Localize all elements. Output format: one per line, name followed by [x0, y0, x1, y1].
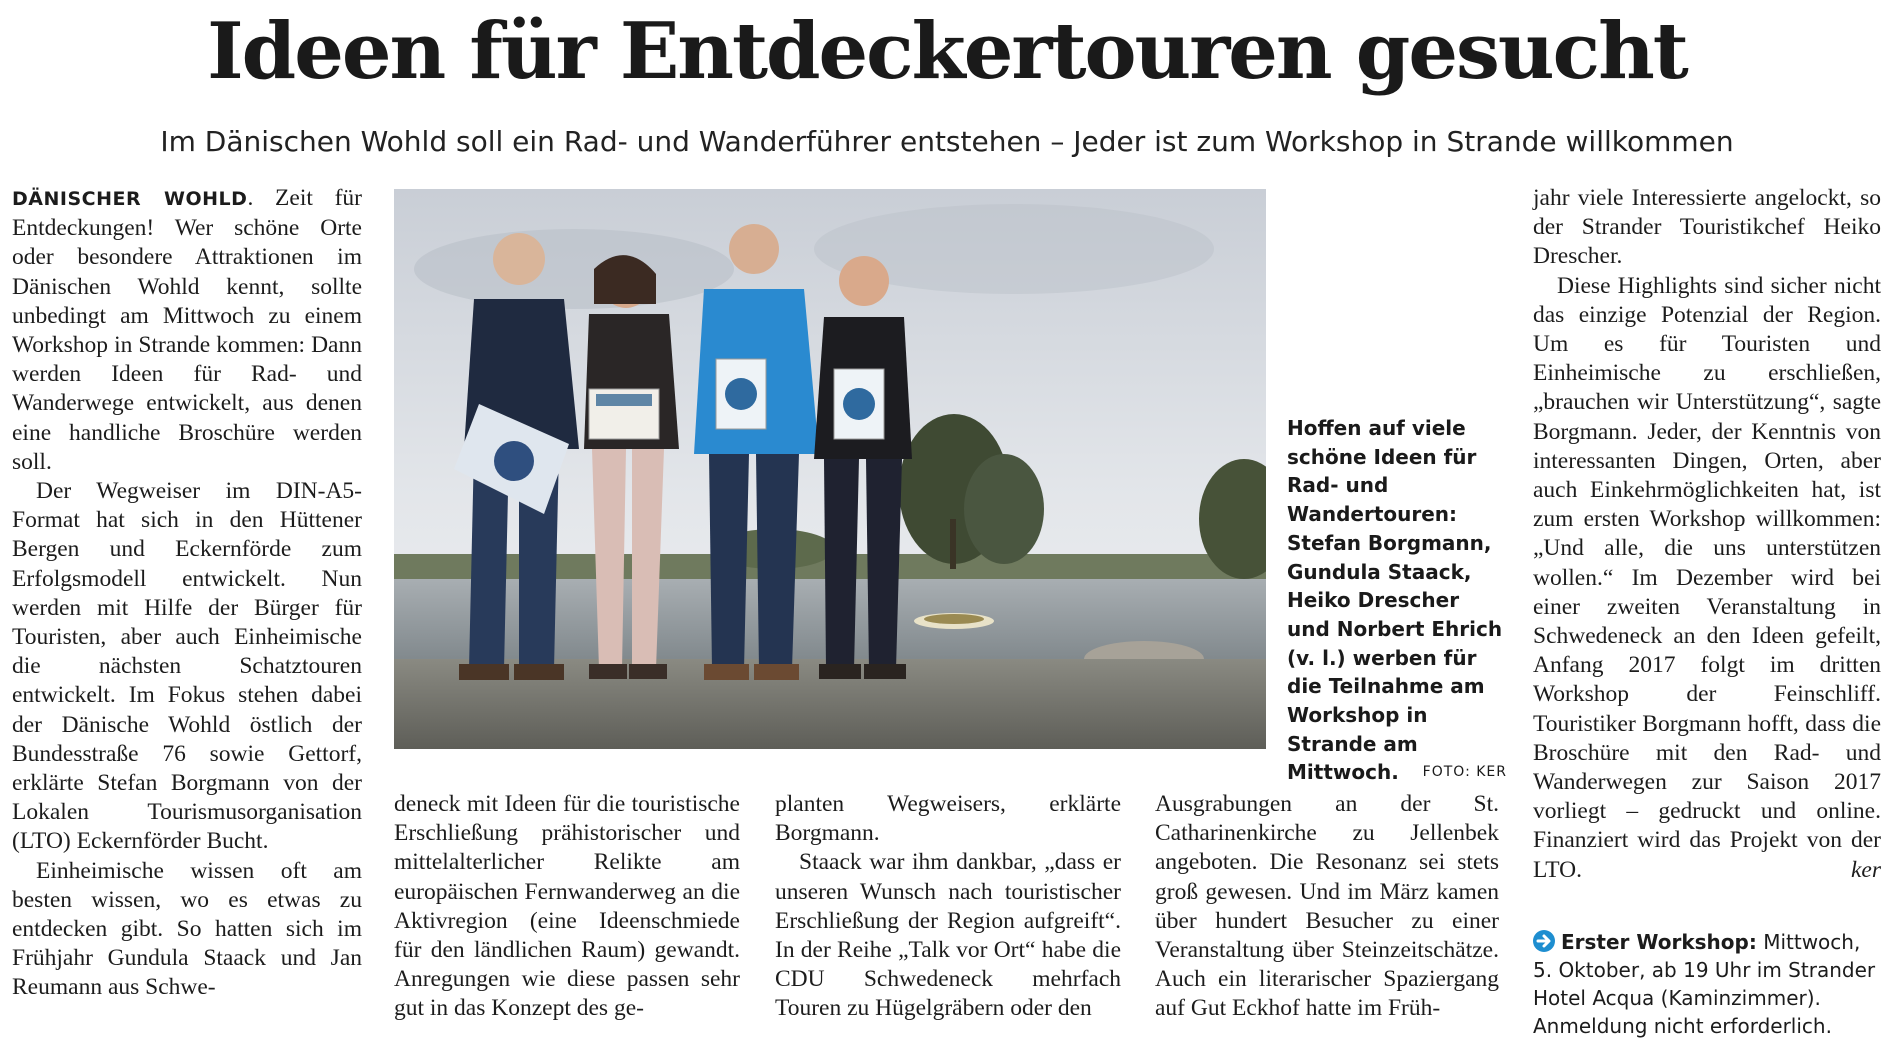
arrow-right-icon	[1533, 930, 1555, 952]
article-photo	[394, 189, 1266, 749]
paragraph-1-text: . Zeit für Entdeckungen! Wer schöne Orte oder besondere Attraktionen im Dänischen Wohld kennt, sollte unbedingt am Mittwoch zu einem Workshop in Strande kommen: Dann werden Ideen für Rad- und Wanderwege entwickelt, aus denen eine handliche Broschüre werden soll.	[12, 185, 362, 475]
subheadline: Im Dänischen Wohld soll ein Rad- und Wanderführer entstehen – Jeder ist zum Workshop in Strande willkommen	[160, 125, 1734, 158]
headline: Ideen für Entdeckertouren gesucht	[207, 6, 1687, 97]
article-paragraph-4: Staack war ihm dankbar, „dass er unseren Wunsch nach touristischer Erschließung der Region aufgreift“. In der Reihe „Talk vor Ort“ habe die CDU Schwedeneck mehrfach Touren zu Hügelgräbern oder den	[775, 849, 1121, 1022]
dateline: DÄNISCHER WOHLD	[12, 188, 248, 210]
article-column-1	[12, 184, 362, 1003]
photo-caption	[1287, 414, 1507, 787]
info-text: Mittwoch, 5. Oktober, ab 19 Uhr im Strander Hotel Acqua (Kaminzimmer). Anmeldung nicht erforderlich.	[1533, 930, 1876, 1038]
paragraph-4-continued: Ausgrabungen an der St. Catharinenkirche zu Jellenbek angeboten. Die Resonanz sei stets groß gewesen. Und im März kamen über hundert Besucher zu einer Veranstaltung über Steinzeitschätze. Auch ein literarischer Spaziergang auf Gut Eckhof hatte im Früh-	[1155, 791, 1499, 1022]
article-column-4	[1155, 790, 1499, 1024]
info-label: Erster Workshop:	[1561, 930, 1757, 954]
caption-text: Hoffen auf viele schöne Ideen für Rad- und Wandertouren: Stefan Borgmann, Gundula Staack, Heiko Drescher und Norbert Ehrich (v. l.) werben für die Teilnahme am Workshop in Strande am Mittwoch.	[1287, 416, 1503, 785]
info-box	[1533, 928, 1883, 1040]
paragraph-3-end: planten Wegweisers, erklärte Borgmann.	[775, 791, 1121, 847]
photo-credit: FOTO: KER	[1422, 764, 1507, 781]
article-paragraph-1	[12, 184, 362, 477]
article-paragraph-5	[1533, 272, 1881, 885]
paragraph-4-end: jahr viele Interessierte angelockt, so der Strander Touristikchef Heiko Drescher.	[1533, 185, 1881, 270]
paragraph-3-continued: deneck mit Ideen für die touristische Erschließung prähistorischer und mittelalterlicher Relikte am europäischen Fernwanderweg an die Aktivregion (eine Ideenschmiede für den ländlichen Raum) gewandt. Anregungen wie diese passen sehr gut in das Konzept des ge-	[394, 791, 740, 1022]
article-column-5	[1533, 184, 1881, 885]
article-column-3	[775, 790, 1121, 1024]
paragraph-5-text: Diese Highlights sind sicher nicht das einzige Potenzial der Region. Um es für Touristen und Einheimische zu erschließen, „brauchen wir Unterstützung“, sagte Borgmann. Jeder, der Kenntnis von interessanten Dingen, Orten, aber auch Einkehrmöglichkeiten hat, ist zum ersten Workshop willkommen: „Und alle, die uns unterstützen wollen.“ Im Dezember wird bei einer zweiten Veranstaltung in Schwedeneck an den Ideen gefeilt, Anfang 2017 folgt im dritten Workshop der Feinschliff. Touristiker Borgmann hofft, dass die Broschüre mit den Rad- und Wanderwegen zur Saison 2017 vorliegt – gedruckt und online. Finanziert wird das Projekt von der LTO.	[1533, 272, 1881, 883]
article-column-2	[394, 790, 740, 1024]
article-paragraph-3: Einheimische wissen oft am besten wissen, wo es etwas zu entdecken gibt. So hatten sich im Frühjahr Gundula Staack und Jan Reumann aus Schwe-	[12, 857, 362, 1001]
author-initials: ker	[1850, 856, 1881, 883]
article-paragraph-2: Der Wegweiser im DIN-A5-Format hat sich in den Hüttener Bergen und Eckernförde zum Erfolgsmodell entwickelt. Nun werden mit Hilfe der Bürger für Touristen, aber auch Einheimische die nächsten Schatztouren entwickelt. Im Fokus stehen dabei der Dänische Wohld östlich der Bundesstraße 76 sowie Gettorf, erklärte Stefan Borgmann von der Lokalen Tourismusorganisation (LTO) Eckernförder Bucht.	[12, 478, 362, 855]
photo-image	[394, 189, 1266, 749]
